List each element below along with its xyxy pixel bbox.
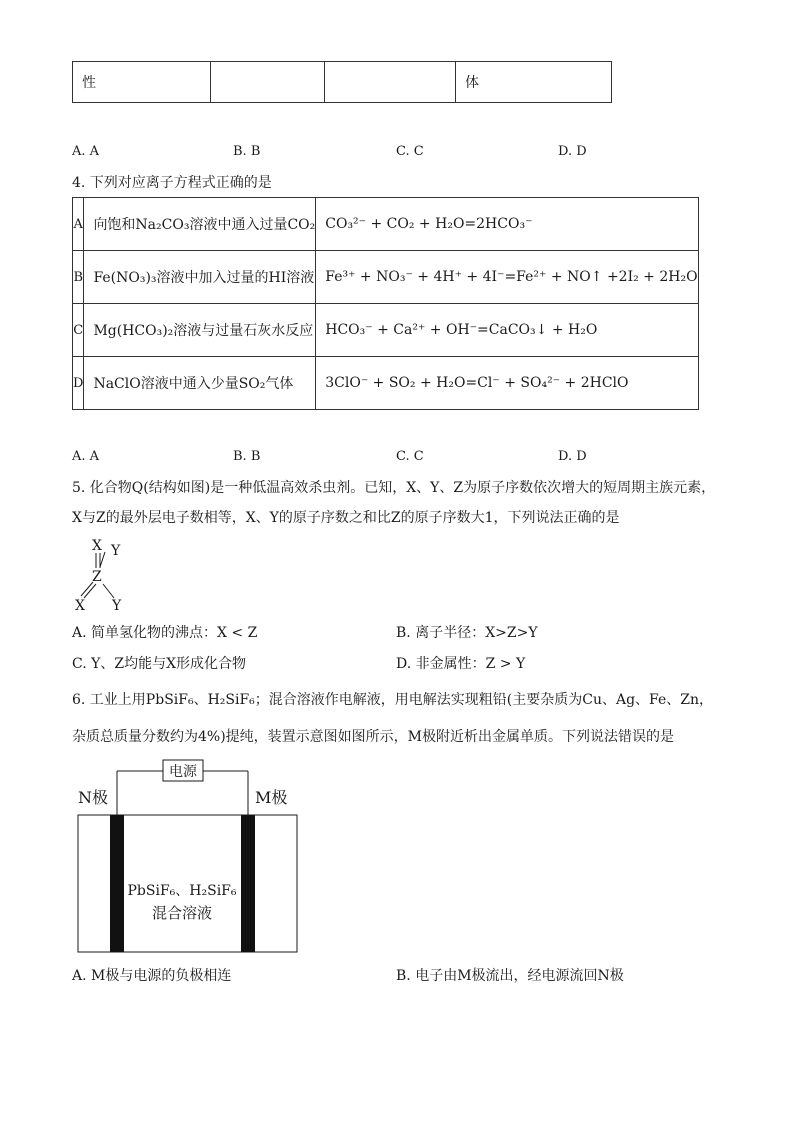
q5-stem-line2: X与Z的最外层电子数相等，X、Y的原子序数之和比Z的原子序数大1，下列说法正确的是 <box>72 510 620 526</box>
q4-row-b <box>73 251 699 304</box>
q4-row-a <box>73 198 699 251</box>
m-electrode <box>241 815 255 952</box>
q5-bond-y-top <box>100 552 105 567</box>
q4-row-label: B <box>73 251 84 304</box>
q5-atom-x-bottom: X <box>75 598 85 614</box>
q6-stem-line2: 杂质总质量分数约为4%)提纯，装置示意图如图所示，M极附近析出金属单质。下列说法错误的是 <box>72 729 675 745</box>
q4-row-c <box>73 304 699 357</box>
q6-option-b: B. 电子由M极流出，经电源流回N极 <box>396 968 624 984</box>
q4-answer-b: B. B <box>233 449 261 464</box>
q5-atom-y-top: Y <box>111 543 121 559</box>
q4-stem: 4. 下列对应离子方程式正确的是 <box>72 175 272 191</box>
q3-answer-d: D. D <box>558 144 587 159</box>
n-electrode <box>110 815 124 952</box>
q3-cell-right: 体 <box>456 62 612 103</box>
q3-cell-left: 性 <box>73 62 211 103</box>
q6-electrolysis-diagram <box>74 758 304 958</box>
q4-table <box>72 197 699 410</box>
q3-table <box>72 61 612 103</box>
q4-row-eq: HCO₃⁻ + Ca²⁺ + OH⁻=CaCO₃↓ + H₂O <box>316 304 698 357</box>
q3-answer-b: B. B <box>233 144 261 159</box>
solution-label-line1: PbSiF₆、H₂SiF₆ <box>127 883 237 899</box>
power-source-label: 电源 <box>169 764 197 780</box>
solution-label-line2: 混合溶液 <box>151 904 213 922</box>
q6-option-a: A. M极与电源的负极相连 <box>72 968 232 984</box>
n-pole-label: N极 <box>78 788 109 807</box>
q4-row-label: D <box>73 357 84 410</box>
q4-answer-a: A. A <box>72 449 100 464</box>
q4-row-desc: Fe(NO₃)₃溶液中加入过量的HI溶液 <box>84 251 316 304</box>
q4-answer-c: C. C <box>396 449 424 464</box>
q5-option-b: B. 离子半径：X>Z>Y <box>396 625 538 641</box>
q5-atom-x-top: X <box>92 538 102 554</box>
q4-row-label: A <box>73 198 84 251</box>
q3-answer-c: C. C <box>396 144 424 159</box>
q3-answer-a: A. A <box>72 144 100 159</box>
m-pole-label: M极 <box>255 788 288 807</box>
q4-row-desc: 向饱和Na₂CO₃溶液中通入过量CO₂ <box>84 198 316 251</box>
q4-row-desc: NaClO溶液中通入少量SO₂气体 <box>84 357 316 410</box>
q5-stem-line1: 5. 化合物Q(结构如图)是一种低温高效杀虫剂。已知，X、Y、Z为原子序数依次增大的短周期主族元素， <box>72 480 716 496</box>
q4-row-label: C <box>73 304 84 357</box>
q3-cell-2 <box>211 62 325 103</box>
q5-atom-z: Z <box>92 569 102 585</box>
q5-atom-y-bottom: Y <box>112 598 122 614</box>
q5-option-a: A. 简单氢化物的沸点：X < Z <box>72 625 258 641</box>
q4-row-desc: Mg(HCO₃)₂溶液与过量石灰水反应 <box>84 304 316 357</box>
q4-row-d <box>73 357 699 410</box>
q3-cell-3 <box>325 62 456 103</box>
q5-option-d: D. 非金属性：Z > Y <box>396 656 526 672</box>
q5-structure-diagram <box>72 536 142 614</box>
q6-stem-line1: 6. 工业上用PbSiF₆、H₂SiF₆；混合溶液作电解液，用电解法实现粗铅(主要杂质为Cu、Ag、Fe、Zn， <box>72 692 714 708</box>
q4-row-eq: Fe³⁺ + NO₃⁻ + 4H⁺ + 4I⁻=Fe²⁺ + NO↑ +2I₂ + 2H₂O <box>316 251 698 304</box>
q4-row-eq: 3ClO⁻ + SO₂ + H₂O=Cl⁻ + SO₄²⁻ + 2HClO <box>316 357 698 410</box>
q4-row-eq: CO₃²⁻ + CO₂ + H₂O=2HCO₃⁻ <box>316 198 698 251</box>
q5-option-c: C. Y、Z均能与X形成化合物 <box>72 656 247 672</box>
q5-bond-y-bottom <box>103 584 114 598</box>
q4-answer-d: D. D <box>558 449 587 464</box>
